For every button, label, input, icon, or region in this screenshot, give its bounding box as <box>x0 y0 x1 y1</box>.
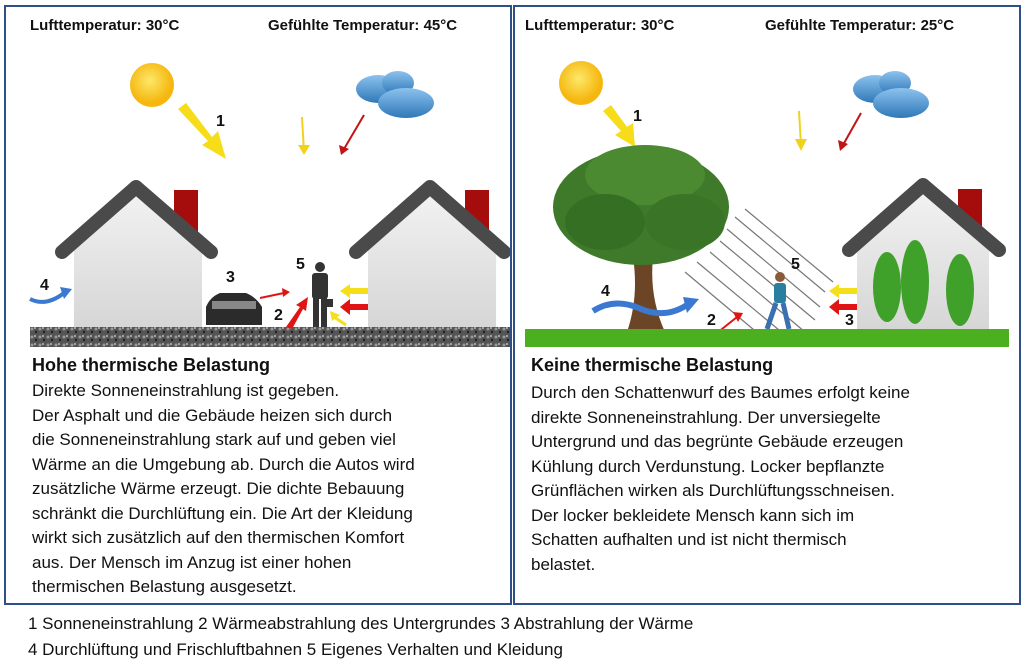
text-line: Der locker bekleidete Mensch kann sich im <box>531 505 855 525</box>
marker-3: 3 <box>226 269 235 286</box>
text-line: Untergrund und das begrünte Gebäude erzeugen <box>531 432 904 451</box>
text-line: die Sonneneinstrahlung stark auf und geben viel <box>32 430 396 449</box>
grass <box>525 329 1009 347</box>
house-left <box>62 187 211 327</box>
marker-3: 3 <box>845 312 854 329</box>
text-line: belastet. <box>531 554 596 574</box>
person-suit-icon <box>312 262 333 327</box>
text-line: Kühlung durch Verdunstung. Locker bepflanzte <box>531 456 885 476</box>
text-line: Schatten aufhalten und ist nicht thermisch <box>531 530 847 549</box>
text-line: Grünflächen wirken als Durchlüftungsschneisen. <box>531 481 895 500</box>
text-line: wirkt sich zusätzlich auf den thermischen Komfort <box>32 528 405 547</box>
marker-5: 5 <box>296 256 305 273</box>
air-temperature: Lufttemperatur: 30°C <box>30 17 180 34</box>
car-icon <box>206 293 262 325</box>
sun-ray-arrow <box>603 105 635 147</box>
text-line: Der Asphalt und die Gebäude heizen sich durch <box>32 405 393 425</box>
text-line: schränkt die Durchlüftung ein. Die Art der Kleidung <box>32 503 413 523</box>
tree-icon <box>553 145 729 332</box>
cloud-icon <box>356 71 434 118</box>
cloud-icon <box>853 71 929 118</box>
illustration-city <box>6 7 510 347</box>
legend-line-1: 1 Sonneneinstrahlung 2 Wärmeabstrahlung des Untergrundes 3 Abstrahlung der Wärme <box>28 614 694 633</box>
text-line: Wärme an die Umgebung ab. Durch die Autos wird <box>32 454 415 474</box>
legend-line-2: 4 Durchlüftung und Frischluftbahnen 5 Eigenes Verhalten und Kleidung <box>28 640 563 659</box>
text-line: aus. Der Mensch im Anzug ist einer hohen <box>32 552 352 572</box>
marker-1: 1 <box>633 108 642 125</box>
airflow-arrow <box>30 293 64 302</box>
panel-title: Keine thermische Belastung <box>531 355 774 375</box>
text-line: direkte Sonneneinstrahlung. Der unversiegelte <box>531 407 881 427</box>
person-casual-icon <box>767 272 789 329</box>
panel-title: Hohe thermische Belastung <box>32 355 271 375</box>
text-line: Durch den Schattenwurf des Baumes erfolgt keine <box>531 383 910 402</box>
text-line: zusätzliche Wärme erzeugt. Die dichte Bebauung <box>32 479 405 498</box>
asphalt <box>30 327 510 347</box>
felt-temperature: Gefühlte Temperatur: 25°C <box>765 17 955 34</box>
text-line: thermischen Belastung ausgesetzt. <box>32 577 297 596</box>
panel-description <box>32 379 415 600</box>
marker-1: 1 <box>216 113 225 130</box>
sun-icon <box>130 63 174 107</box>
marker-4: 4 <box>40 277 49 294</box>
sun-ray-arrow <box>178 103 226 159</box>
marker-2: 2 <box>707 312 716 329</box>
panel-high-thermal-load <box>4 5 512 605</box>
panel-description <box>531 381 910 577</box>
air-temperature: Lufttemperatur: 30°C <box>525 17 675 34</box>
text-line: Direkte Sonneneinstrahlung ist gegeben. <box>32 381 340 400</box>
marker-2: 2 <box>274 307 283 324</box>
marker-5: 5 <box>791 256 800 273</box>
house-green <box>849 185 999 329</box>
marker-4: 4 <box>601 283 610 300</box>
panel-no-thermal-load <box>513 5 1021 605</box>
house-right <box>356 187 504 327</box>
sun-icon <box>559 61 603 105</box>
illustration-green <box>515 7 1019 347</box>
felt-temperature: Gefühlte Temperatur: 45°C <box>268 17 458 34</box>
